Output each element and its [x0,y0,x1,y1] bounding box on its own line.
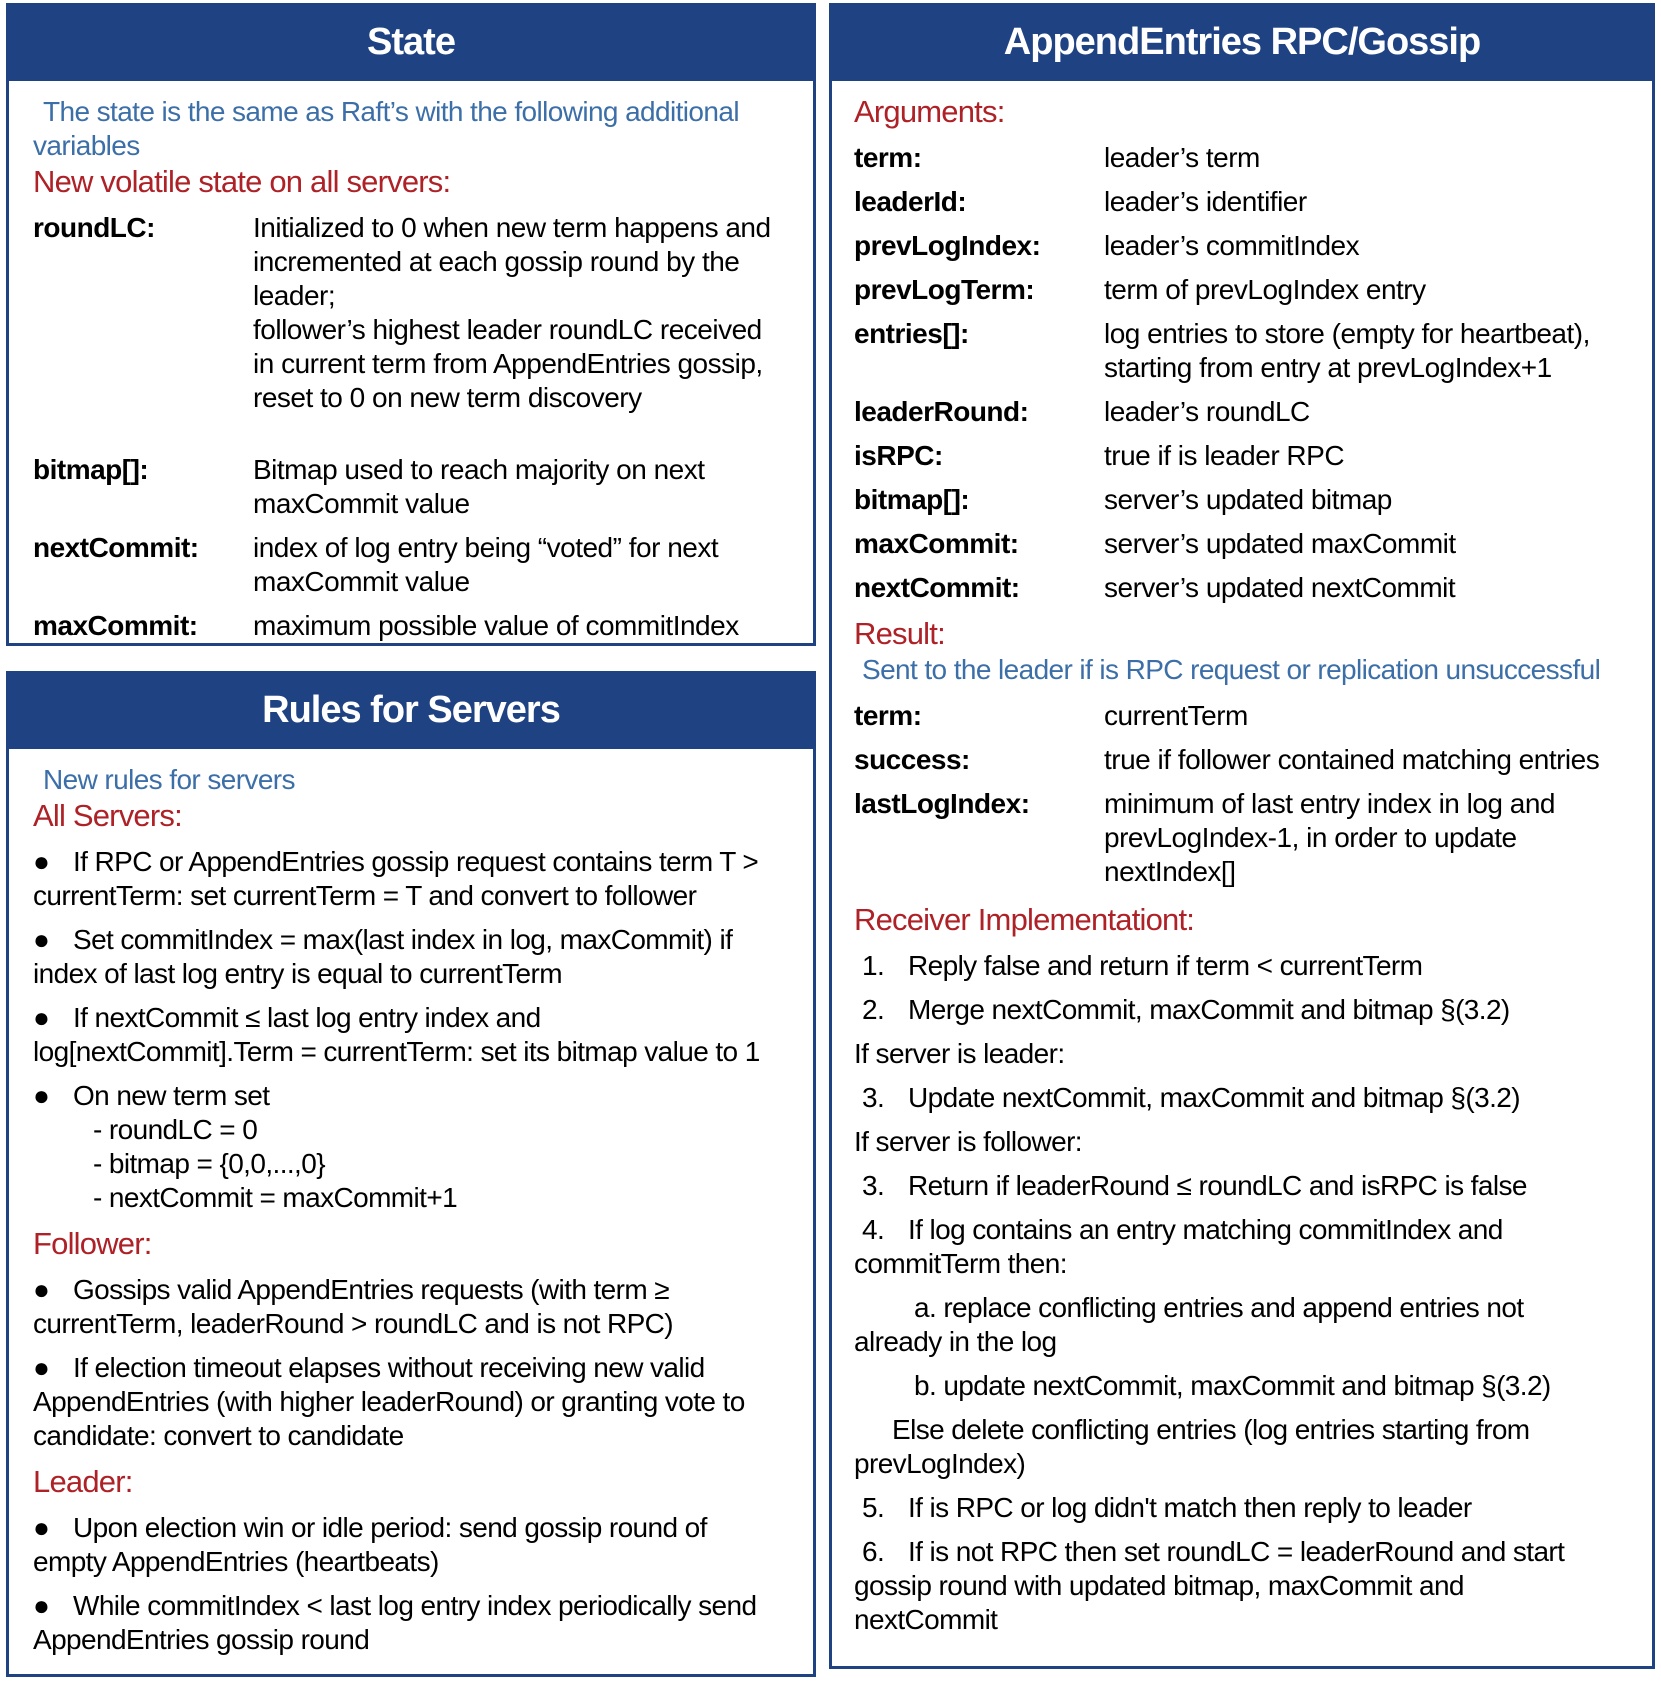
var-desc: index of log entry being “voted” for next maxCommit value [253,532,719,597]
result-heading: Result: [854,616,945,651]
result-key: success: [854,744,970,775]
arg-key: maxCommit: [854,528,1019,559]
list-item: ● If RPC or AppendEntries gossip request contains term T > currentTerm: set currentTerm = T and convert to follower [33,846,759,911]
arg-key: prevLogTerm: [854,274,1035,305]
state-panel [6,3,816,646]
list-item: ● Upon election win or idle period: send gossip round of empty AppendEntries (heartbeats) [33,1512,707,1577]
var-desc: Bitmap used to reach majority on next maxCommit value [253,454,705,519]
list-item: 3. Update nextCommit, maxCommit and bitmap §(3.2) [862,1082,1520,1113]
var-key: nextCommit: [33,532,199,563]
rules-panel [6,671,816,1677]
list-item: ● If election timeout elapses without receiving new valid AppendEntries (with higher leaderRound) or granting vote to candidate: convert to candidate [33,1352,745,1451]
follower-heading: Follower: [33,1226,152,1261]
var-desc: maximum possible value of commitIndex [253,610,739,641]
all-servers-list [33,845,813,1215]
list-item: ● If nextCommit ≤ last log entry index and log[nextCommit].Term = currentTerm: set its bitmap value to 1 [33,1002,760,1067]
result-desc: true if follower contained matching entries [1104,744,1600,775]
append-entries-panel [829,3,1655,1669]
arg-desc: log entries to store (empty for heartbeat), starting from entry at prevLogIndex+1 [1104,318,1590,383]
arg-desc: leader’s commitIndex [1104,230,1360,261]
arg-desc: term of prevLogIndex entry [1104,274,1426,305]
arg-key: term: [854,142,922,173]
rules-title: Rules for Servers [9,674,813,749]
arg-key: leaderId: [854,186,967,217]
arg-desc: leader’s roundLC [1104,396,1310,427]
arg-desc: leader’s term [1104,142,1260,173]
var-key: maxCommit: [33,610,198,641]
arg-key: leaderRound: [854,396,1029,427]
result-desc: currentTerm [1104,700,1248,731]
arg-desc: server’s updated maxCommit [1104,528,1456,559]
result-key: term: [854,700,922,731]
list-item: If server is follower: [854,1126,1082,1157]
arg-key: prevLogIndex: [854,230,1041,261]
list-item: ● While commitIndex < last log entry index periodically send AppendEntries gossip round [33,1590,757,1655]
leader-heading: Leader: [33,1464,133,1499]
list-item: ● On new term set - roundLC = 0 - bitmap = {0,0,...,0} - nextCommit = maxCommit+1 [33,1080,458,1213]
state-section-heading: New volatile state on all servers: [33,164,451,199]
arg-desc: server’s updated bitmap [1104,484,1392,515]
arg-desc: true if is leader RPC [1104,440,1345,471]
arguments-heading: Arguments: [854,94,1005,129]
list-item: 4. If log contains an entry matching commitIndex and commitTerm then: [854,1214,1503,1279]
follower-list [33,1273,813,1453]
arg-key: isRPC: [854,440,943,471]
arg-key: bitmap[]: [854,484,970,515]
arg-key: entries[]: [854,318,969,349]
state-intro: The state is the same as Raft’s with the following additional variables [33,96,739,161]
result-intro: Sent to the leader if is RPC request or replication unsuccessful [862,654,1601,685]
receiver-steps [854,949,1652,1637]
list-item: If server is leader: [854,1038,1065,1069]
state-vars [33,211,813,643]
receiver-heading: Receiver Implementationt: [854,902,1195,937]
list-item: 3. Return if leaderRound ≤ roundLC and isRPC is false [862,1170,1527,1201]
list-item: a. replace conflicting entries and append entries not already in the log [854,1292,1524,1357]
leader-list [33,1511,813,1657]
var-key: bitmap[]: [33,454,149,485]
arg-desc: server’s updated nextCommit [1104,572,1456,603]
list-item: 2. Merge nextCommit, maxCommit and bitmap §(3.2) [862,994,1510,1025]
arg-key: nextCommit: [854,572,1020,603]
state-title: State [9,6,813,81]
all-servers-heading: All Servers: [33,798,182,833]
result-desc: minimum of last entry index in log and prevLogIndex-1, in order to update nextIndex[] [1104,788,1555,887]
list-item: 5. If is RPC or log didn't match then reply to leader [862,1492,1472,1523]
var-key: roundLC: [33,212,155,243]
append-entries-title: AppendEntries RPC/Gossip [832,6,1652,81]
list-item: 6. If is not RPC then set roundLC = leaderRound and start gossip round with updated bitmap, maxCommit and nextCommit [854,1536,1565,1635]
arg-desc: leader’s identifier [1104,186,1307,217]
list-item: b. update nextCommit, maxCommit and bitmap §(3.2) [914,1370,1551,1401]
list-item: ● Set commitIndex = max(last index in log, maxCommit) if index of last log entry is equal to currentTerm [33,924,733,989]
result-key: lastLogIndex: [854,788,1030,819]
results-table [854,699,1652,889]
var-desc: Initialized to 0 when new term happens and incremented at each gossip round by the leader; follower’s highest leader roundLC received in current term from AppendEntries gossip, reset to 0 on new term discovery [253,212,771,413]
list-item: Else delete conflicting entries (log entries starting from prevLogIndex) [854,1414,1530,1479]
list-item: 1. Reply false and return if term < currentTerm [862,950,1423,981]
list-item: ● Gossips valid AppendEntries requests (with term ≥ currentTerm, leaderRound > roundLC and is not RPC) [33,1274,674,1339]
rules-intro: New rules for servers [43,764,295,795]
arguments-table [854,141,1652,605]
